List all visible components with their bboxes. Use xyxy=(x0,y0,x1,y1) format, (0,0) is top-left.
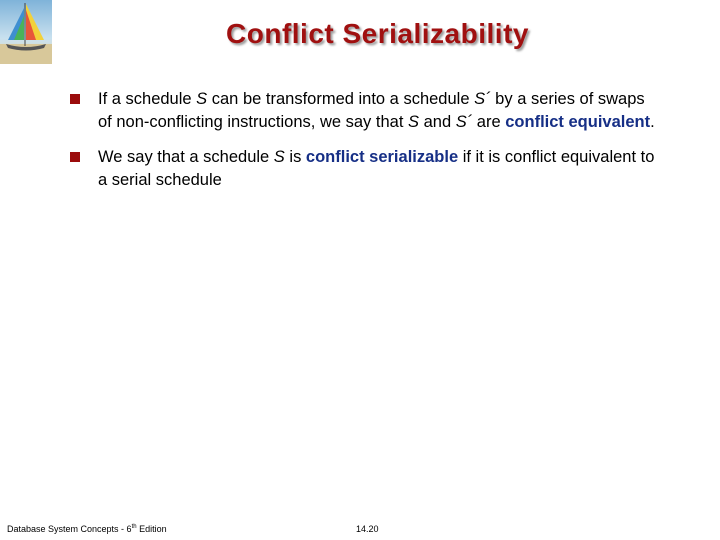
slide-title: Conflict Serializability xyxy=(226,18,529,49)
square-bullet-icon xyxy=(70,94,80,104)
schedule-variable: S xyxy=(408,113,420,131)
page-number: 14.20 xyxy=(356,524,379,534)
bullet-text: by a series of swaps of non-conflicting instructions, we say that xyxy=(98,90,645,131)
bullet-text: and xyxy=(419,113,456,131)
bullet-text: is xyxy=(284,148,306,166)
bullet-list xyxy=(70,88,660,204)
footer-book-title xyxy=(7,524,167,534)
footer-edition-sup: th xyxy=(131,524,137,530)
footer-edition-suffix: Edition xyxy=(136,524,167,534)
bullet-text: are xyxy=(472,113,506,131)
bullet-text: if it is conflict equivalent to a serial schedule xyxy=(98,148,655,189)
schedule-variable: S´ xyxy=(474,90,491,108)
emphasized-term: conflict serializable xyxy=(305,148,459,166)
footer-book: Database System Concepts - 6 xyxy=(7,524,132,534)
bullet-text: If a schedule xyxy=(98,90,197,108)
bullet-text: . xyxy=(650,113,655,131)
schedule-variable: S´ xyxy=(455,113,473,131)
bullet-text: We say that a schedule xyxy=(98,148,274,166)
bullet-item xyxy=(70,88,660,134)
bullet-text: can be transformed into a schedule xyxy=(207,90,475,108)
schedule-variable: S xyxy=(196,90,208,108)
bullet-item xyxy=(70,146,660,192)
emphasized-term: conflict equivalent xyxy=(505,113,651,131)
schedule-variable: S xyxy=(273,148,285,166)
square-bullet-icon xyxy=(70,152,80,162)
